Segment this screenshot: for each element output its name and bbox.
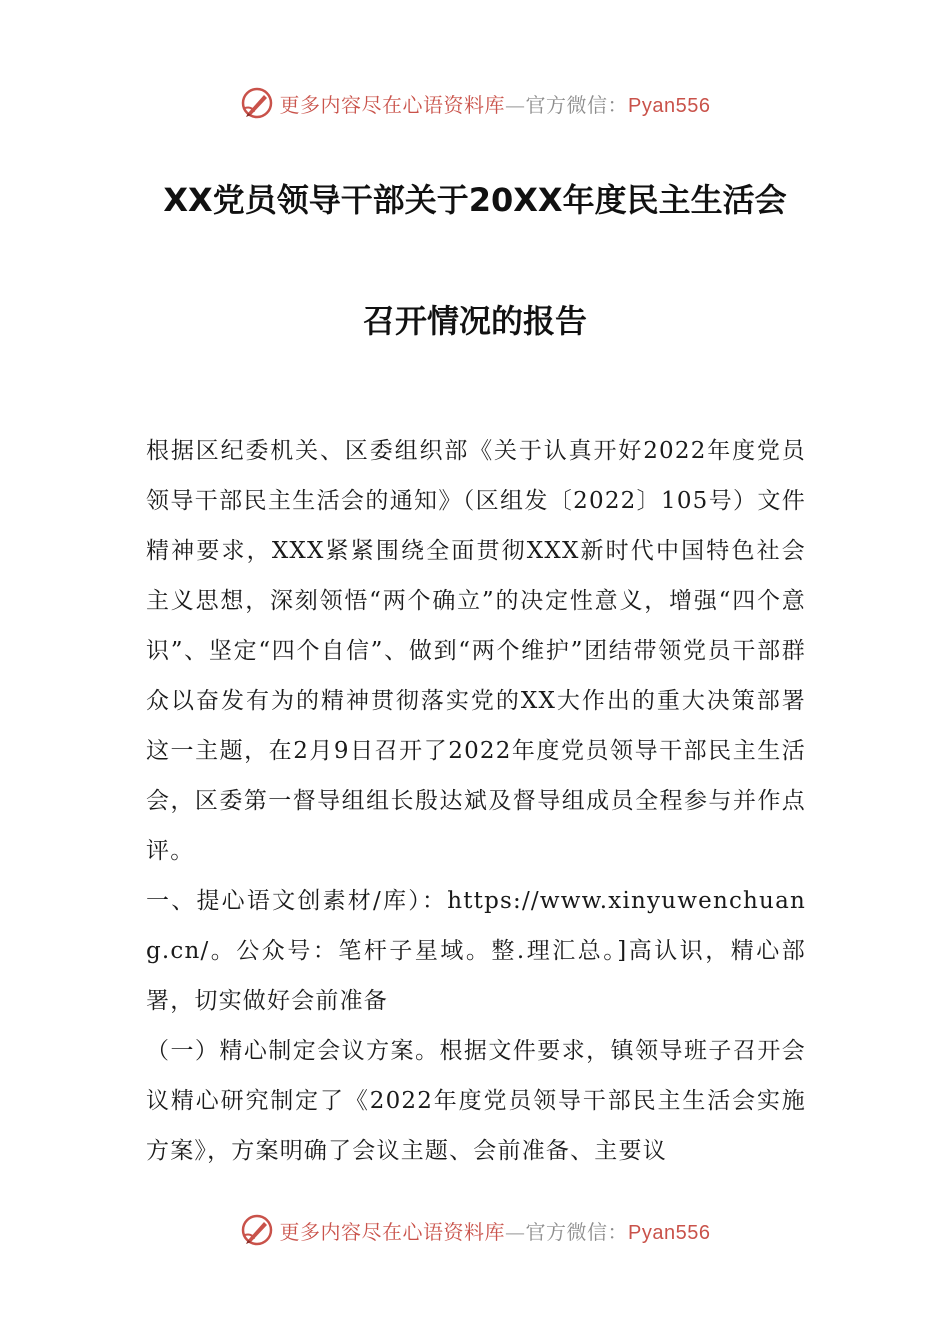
document-title-line-2: 召开情况的报告 <box>362 302 587 340</box>
watermark-site-name: 更多内容尽在心语资料库 <box>279 1219 506 1244</box>
paragraph-intro: 根据区纪委机关、区委组织部《关于认真开好2022年度党员领导干部民主生活会的通知》（区组发〔2022〕105号）文件精神要求，XXX紧紧围绕全面贯彻XXX新时代中国特色社会主义思想，深刻领悟“两个确立”的决定性意义，增强“四个意识”、坚定“四个自信”、做到“两个维护”团结带领党员干部群众以奋发有为的精神贯彻落实党的XX大作出的重大决策部署这一主题，在2月9日召开了2022年度党员领导干部民主生活会，区委第一督导组组长殷达斌及督导组成员全程参与并作点评。 <box>146 438 806 864</box>
watermark-official-label: 官方微信： <box>525 1219 629 1244</box>
watermark-separator: — <box>505 1219 526 1244</box>
document-title-line-1: XX党员领导干部关于20XX年度民主生活会 <box>163 181 787 219</box>
watermark-separator: — <box>505 92 526 117</box>
pen-logo-icon <box>240 1213 274 1247</box>
watermark-wechat-id: Pyan556 <box>628 1221 711 1244</box>
pen-logo-icon <box>240 86 274 120</box>
watermark-banner-top <box>0 83 950 123</box>
watermark-text <box>280 1216 711 1245</box>
watermark-official-label: 官方微信： <box>525 92 629 117</box>
watermark-site-name: 更多内容尽在心语资料库 <box>279 92 506 117</box>
watermark-wechat-id: Pyan556 <box>628 94 711 117</box>
document-body <box>146 426 806 1176</box>
watermark-banner-bottom <box>0 1210 950 1250</box>
watermark-text <box>280 89 711 118</box>
paragraph-section-1: 一、提心语文创素材/库）：https://www.xinyuwenchuang.cn/。公众号：笔杆子星域。整.理汇总。]高认识，精心部署，切实做好会前准备 <box>146 888 806 1014</box>
paragraph-subsection-1: （一）精心制定会议方案。根据文件要求，镇领导班子召开会议精心研究制定了《2022年度党员领导干部民主生活会实施方案》，方案明确了会议主题、会前准备、主要议 <box>146 1038 806 1164</box>
